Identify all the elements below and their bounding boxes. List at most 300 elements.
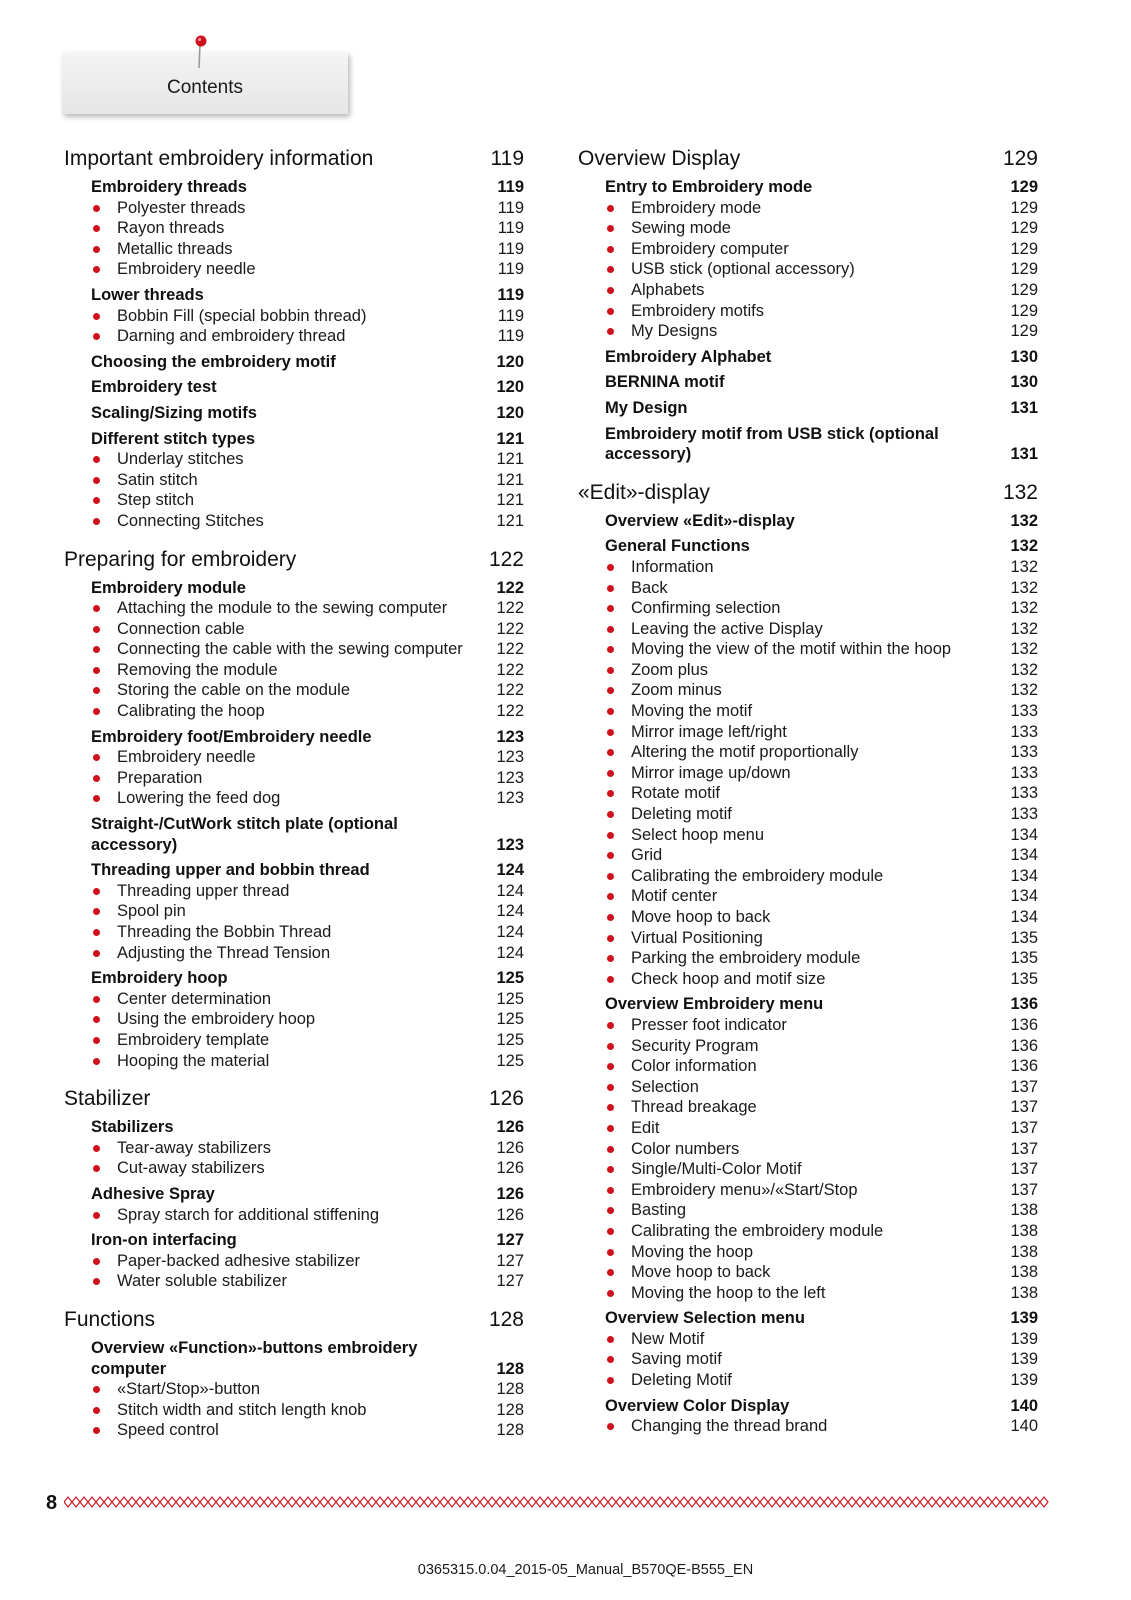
entry-title: Mirror image left/right [631,722,787,741]
section-page: 127 [496,1231,524,1250]
entry-title: Embroidery computer [631,239,789,258]
section-title: Embroidery hoop [91,969,228,988]
section-heading[interactable] [91,377,524,398]
toc-entry[interactable] [605,1180,1038,1201]
entry-title: USB stick (optional accessory) [631,260,855,279]
toc-section [64,1230,524,1292]
entry-page: 129 [1010,280,1038,299]
section-heading[interactable] [91,814,524,855]
section-heading[interactable] [91,578,524,599]
toc-entry[interactable] [605,1036,1038,1057]
toc-section [578,424,1038,465]
toc-section [578,372,1038,393]
entry-page: 119 [497,260,524,279]
entry-title: Satin stitch [117,470,198,489]
toc-entry[interactable] [605,1242,1038,1263]
section-heading[interactable] [605,536,1038,557]
toc-entry[interactable] [605,660,1038,681]
toc-entry[interactable] [605,680,1038,701]
toc-entry[interactable] [91,680,524,701]
toc-entry[interactable] [605,598,1038,619]
chapter-page: 128 [488,1307,524,1331]
toc-entry[interactable] [91,239,524,260]
section-page: 140 [1010,1396,1038,1415]
section-page: 130 [1010,373,1038,392]
entry-page: 119 [497,219,524,238]
entry-title: Leaving the active Display [631,619,823,638]
entry-title: Sewing mode [631,219,731,238]
entry-title: Basting [631,1201,687,1220]
bullet-dot-icon [93,1212,100,1219]
toc-entry[interactable] [91,1009,524,1030]
entry-page: 126 [496,1205,524,1224]
section-page: 119 [497,178,524,196]
bullet-dot-icon [607,1290,614,1297]
entry-page: 137 [1010,1098,1038,1117]
bullet-dot-icon [607,1423,614,1430]
toc-section [578,177,1038,342]
toc-entry[interactable] [91,1138,524,1159]
bullet-dot-icon [607,687,614,694]
toc-entry[interactable] [91,1158,524,1179]
bullet-dot-icon [93,205,100,212]
toc-entry[interactable] [91,1271,524,1292]
toc-entry[interactable] [91,1400,524,1421]
section-page: 120 [496,352,524,371]
toc-section [64,177,524,280]
toc-section [64,352,524,373]
toc-entry[interactable] [605,1283,1038,1304]
entry-page: 121 [496,511,524,530]
toc-entry[interactable] [91,198,524,219]
toc-entry[interactable] [605,928,1038,949]
section-heading[interactable] [91,727,524,748]
entry-page: 136 [1010,1036,1038,1055]
bullet-dot-icon [607,1377,614,1384]
section-page: 131 [1010,445,1038,464]
bullet-dot-icon [93,1037,100,1044]
bullet-dot-icon [93,518,100,525]
entry-title: Stitch width and stitch length knob [117,1400,367,1419]
toc-entry[interactable] [91,788,524,809]
entry-title: Back [631,578,668,597]
toc-section [64,727,524,809]
entry-page: 124 [496,881,524,900]
bullet-dot-icon [607,564,614,571]
toc-entry[interactable] [91,1030,524,1051]
toc-entry[interactable] [91,701,524,722]
chapter-page: 122 [488,547,524,571]
entry-title: Rotate motif [631,784,720,803]
bullet-dot-icon [607,1125,614,1132]
toc-entry[interactable] [605,578,1038,599]
toc-entry[interactable] [605,1159,1038,1180]
entry-page: 129 [1010,239,1038,258]
entry-title: Rayon threads [117,219,225,238]
toc-entry[interactable] [91,922,524,943]
bullet-dot-icon [607,749,614,756]
toc-section [578,511,1038,532]
toc-chapter [64,145,524,532]
bullet-dot-icon [607,266,614,273]
entry-page: 132 [1010,578,1038,597]
toc-entry[interactable] [91,1379,524,1400]
toc-entry[interactable] [605,763,1038,784]
toc-section [64,403,524,424]
entry-title: Removing the module [117,660,278,679]
entry-title: Altering the motif proportionally [631,743,859,762]
section-page: 120 [496,378,524,397]
entry-page: 134 [1010,866,1038,885]
bullet-dot-icon [607,955,614,962]
bullet-dot-icon [607,1043,614,1050]
toc-entry[interactable] [605,218,1038,239]
section-title: Scaling/Sizing motifs [91,403,257,422]
section-page: 131 [1010,398,1038,417]
chapter-title: Preparing for embroidery [64,547,297,571]
toc-section [64,1184,524,1225]
toc-entry[interactable] [605,804,1038,825]
toc-entry[interactable] [91,1205,524,1226]
toc-entry[interactable] [605,557,1038,578]
entry-page: 129 [1010,198,1038,217]
section-heading[interactable] [91,860,524,881]
toc-section [578,536,1038,989]
toc-entry[interactable] [605,701,1038,722]
section-heading[interactable] [605,398,1038,419]
entry-page: 134 [1010,825,1038,844]
bullet-dot-icon [93,626,100,633]
toc-entry[interactable] [605,1349,1038,1370]
toc-entry[interactable] [605,1056,1038,1077]
section-title: General Functions [605,537,750,556]
bullet-dot-icon [93,1407,100,1414]
bullet-dot-icon [93,1165,100,1172]
section-heading[interactable] [605,511,1038,532]
bullet-dot-icon [93,313,100,320]
bullet-dot-icon [93,605,100,612]
toc-entry[interactable] [91,1251,524,1272]
entry-page: 137 [1010,1077,1038,1096]
bullet-dot-icon [607,1336,614,1343]
section-page: 129 [1010,178,1038,196]
toc-entry[interactable] [605,1221,1038,1242]
entry-title: Changing the thread brand [631,1417,828,1436]
chapter-heading[interactable] [578,145,1038,172]
toc-entry[interactable] [91,768,524,789]
entry-title: Lowering the feed dog [117,789,281,808]
bullet-dot-icon [93,1427,100,1434]
chapter-page: 132 [1002,480,1038,504]
entry-page: 137 [1010,1180,1038,1199]
section-heading[interactable] [91,429,524,450]
bullet-dot-icon [93,1386,100,1393]
entry-page: 136 [1010,1015,1038,1034]
toc-entry[interactable] [91,598,524,619]
entry-page: 132 [1010,619,1038,638]
entry-page: 138 [1010,1263,1038,1282]
toc-entry[interactable] [605,198,1038,219]
bullet-dot-icon [607,205,614,212]
section-title: Embroidery threads [91,178,247,196]
toc-entry[interactable] [91,306,524,327]
bullet-dot-icon [93,929,100,936]
entry-page: 137 [1010,1118,1038,1137]
bullet-dot-icon [93,687,100,694]
entry-title: Preparation [117,768,203,787]
entry-page: 137 [1010,1160,1038,1179]
toc-entry[interactable] [605,1118,1038,1139]
section-title: Overview Selection menu [605,1309,805,1328]
toc-entry[interactable] [605,1200,1038,1221]
toc-entry[interactable] [605,321,1038,342]
toc-entry[interactable] [605,1262,1038,1283]
section-heading[interactable] [605,1396,1038,1417]
toc-entry[interactable] [605,1139,1038,1160]
entry-title: Virtual Positioning [631,928,763,947]
entry-title: Grid [631,846,663,865]
entry-page: 138 [1010,1201,1038,1220]
entry-title: Edit [631,1118,660,1137]
entry-title: Calibrating the embroidery module [631,866,884,885]
toc-entry[interactable] [91,881,524,902]
toc-entry[interactable] [91,619,524,640]
toc-entry[interactable] [605,619,1038,640]
bullet-dot-icon [607,708,614,715]
toc-entry[interactable] [605,280,1038,301]
bullet-dot-icon [607,225,614,232]
bullet-dot-icon [93,225,100,232]
bullet-dot-icon [607,605,614,612]
bullet-dot-icon [607,626,614,633]
section-heading[interactable] [91,403,524,424]
entry-page: 124 [496,943,524,962]
section-page: 124 [496,861,524,880]
toc-entry[interactable] [605,1015,1038,1036]
section-title: Different stitch types [91,429,256,448]
toc-entry[interactable] [91,449,524,470]
entry-page: 138 [1010,1242,1038,1261]
toc-section [64,860,524,963]
entry-page: 126 [496,1138,524,1157]
entry-title: Speed control [117,1421,219,1440]
toc-entry[interactable] [605,239,1038,260]
bullet-dot-icon [93,775,100,782]
entry-title: Embroidery template [117,1030,270,1049]
bullet-dot-icon [607,976,614,983]
chapter-heading[interactable] [64,1085,524,1112]
toc-section [64,968,524,1071]
section-title: Embroidery Alphabet [605,347,772,366]
pushpin-icon [194,34,210,70]
entry-title: Motif center [631,887,718,906]
toc-entry[interactable] [605,742,1038,763]
toc-entry[interactable] [605,866,1038,887]
entry-page: 128 [496,1400,524,1419]
entry-page: 132 [1010,640,1038,659]
toc-section [64,1117,524,1179]
entry-page: 132 [1010,557,1038,576]
entry-title: Threading upper thread [117,881,290,900]
toc-entry[interactable] [605,639,1038,660]
bullet-dot-icon [607,729,614,736]
section-title: Embroidery module [91,578,246,597]
section-page: 123 [496,835,524,854]
bullet-dot-icon [607,1084,614,1091]
entry-page: 133 [1010,722,1038,741]
section-heading[interactable] [91,1117,524,1138]
toc-entry[interactable] [605,783,1038,804]
entry-title: Select hoop menu [631,825,765,844]
bullet-dot-icon [607,1104,614,1111]
section-heading[interactable] [91,352,524,373]
toc-entry[interactable] [605,722,1038,743]
entry-page: 132 [1010,660,1038,679]
toc-entry[interactable] [91,989,524,1010]
section-title: Straight-/CutWork stitch plate (optional accessory) [91,815,398,854]
bullet-dot-icon [607,790,614,797]
toc-entry[interactable] [91,1051,524,1072]
toc-entry[interactable] [91,1420,524,1441]
section-heading[interactable] [91,968,524,989]
entry-page: 134 [1010,908,1038,926]
entry-page: 132 [1010,681,1038,700]
chapter-heading[interactable] [64,145,524,172]
toc-entry[interactable] [91,639,524,660]
entry-title: Calibrating the embroidery module [631,1221,884,1240]
section-page: 122 [496,578,524,597]
section-heading[interactable] [91,177,524,198]
toc-entry[interactable] [605,1370,1038,1391]
entry-title: Bobbin Fill (special bobbin thread) [117,306,367,325]
chapter-heading[interactable] [64,546,524,573]
bullet-dot-icon [93,754,100,761]
section-heading[interactable] [91,1230,524,1251]
section-title: Embroidery foot/Embroidery needle [91,727,372,746]
entry-page: 122 [496,681,524,700]
entry-title: Single/Multi-Color Motif [631,1160,802,1179]
entry-page: 129 [1010,219,1038,238]
toc-entry[interactable] [605,845,1038,866]
toc-entry[interactable] [91,511,524,532]
entry-page: 122 [496,619,524,638]
toc-section [64,285,524,347]
bullet-dot-icon [607,585,614,592]
entry-title: Paper-backed adhesive stabilizer [117,1251,361,1270]
section-heading[interactable] [605,1308,1038,1329]
toc-entry[interactable] [605,825,1038,846]
entry-title: Connecting the cable with the sewing computer [117,640,463,659]
toc-entry[interactable] [605,948,1038,969]
page-number: 8 [46,1492,58,1514]
entry-page: 123 [496,768,524,787]
entry-title: Moving the view of the motif within the hoop [631,640,952,659]
toc-entry[interactable] [91,326,524,347]
entry-page: 121 [496,491,524,510]
toc-entry[interactable] [91,901,524,922]
bullet-dot-icon [607,246,614,253]
bullet-dot-icon [607,287,614,294]
toc-entry[interactable] [605,1416,1038,1437]
section-heading[interactable] [605,994,1038,1015]
entry-title: Connecting Stitches [117,511,264,530]
toc-entry[interactable] [605,1097,1038,1118]
chapter-title: Overview Display [578,147,741,170]
section-heading[interactable] [91,1184,524,1205]
bullet-dot-icon [93,996,100,1003]
section-page: 126 [496,1184,524,1203]
section-title: Embroidery motif from USB stick (optional accessory) [605,424,939,464]
entry-title: Moving the hoop to the left [631,1283,826,1302]
section-title: Threading upper and bobbin thread [91,861,370,880]
entry-page: 124 [496,923,524,941]
entry-page: 137 [1010,1139,1038,1158]
section-heading[interactable] [605,177,1038,198]
entry-title: Selection [631,1077,699,1096]
entry-page: 134 [1010,887,1038,906]
chapter-title: Stabilizer [64,1087,151,1111]
section-heading[interactable] [91,285,524,306]
entry-page: 133 [1010,784,1038,803]
toc-entry[interactable] [91,660,524,681]
bullet-dot-icon [93,456,100,463]
toc-entry[interactable] [91,259,524,280]
toc-section [64,429,524,532]
section-heading[interactable] [605,347,1038,368]
entry-title: Move hoop to back [631,908,771,926]
entry-title: Threading the Bobbin Thread [117,923,332,941]
toc-entry[interactable] [605,1329,1038,1350]
entry-page: 136 [1010,1057,1038,1076]
bullet-dot-icon [93,1145,100,1152]
toc-entry[interactable] [605,886,1038,907]
toc-entry[interactable] [91,490,524,511]
toc-entry[interactable] [91,747,524,768]
entry-title: Alphabets [631,280,705,299]
toc-entry[interactable] [91,470,524,491]
section-page: 139 [1010,1309,1038,1328]
toc-left-column [64,145,524,1441]
chapter-heading[interactable] [578,479,1038,506]
toc-entry[interactable] [605,259,1038,280]
bullet-dot-icon [93,477,100,484]
toc-entry[interactable] [91,218,524,239]
toc-entry[interactable] [605,969,1038,990]
entry-title: Embroidery menu»/«Start/Stop [631,1180,858,1199]
entry-page: 134 [1010,846,1038,865]
toc-entry[interactable] [605,301,1038,322]
toc-entry[interactable] [605,1077,1038,1098]
bullet-dot-icon [607,1228,614,1235]
section-heading[interactable] [605,424,1038,465]
entry-title: Cut-away stabilizers [117,1159,265,1178]
section-heading[interactable] [91,1338,524,1379]
entry-title: Step stitch [117,491,195,510]
bullet-dot-icon [607,1269,614,1276]
section-title: Overview Embroidery menu [605,995,824,1014]
section-page: 132 [1010,537,1038,556]
entry-title: Embroidery motifs [631,301,764,320]
toc-entry[interactable] [605,907,1038,928]
chapter-heading[interactable] [64,1306,524,1333]
section-heading[interactable] [605,372,1038,393]
toc-chapter [578,145,1038,465]
bullet-dot-icon [93,246,100,253]
chapter-page: 126 [488,1087,524,1111]
entry-page: 119 [497,198,524,217]
toc-entry[interactable] [91,943,524,964]
entry-page: 128 [496,1380,524,1399]
